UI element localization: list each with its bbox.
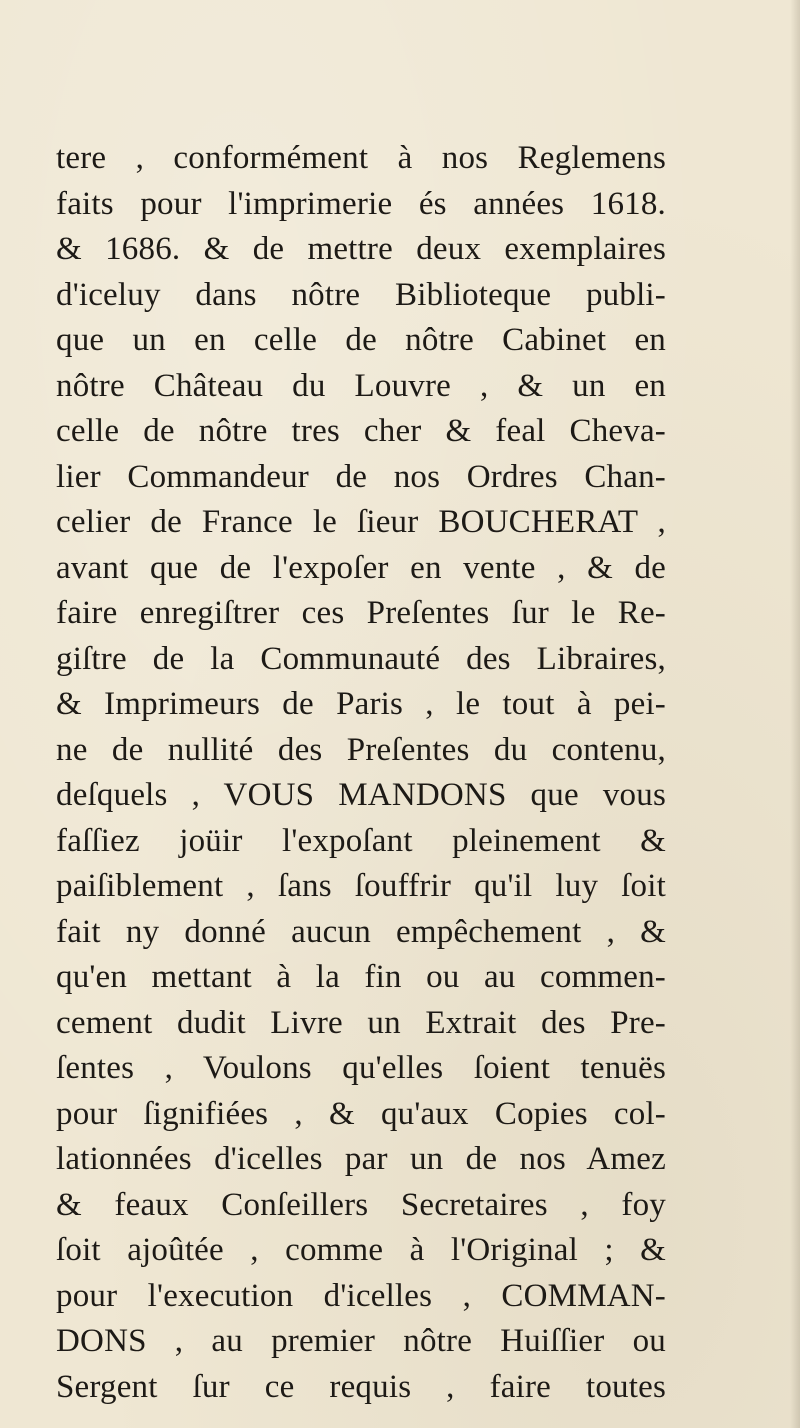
text-line: qu'en mettant à la fin ou au commen- (56, 959, 666, 995)
text-line: lier Commandeur de nos Ordres Chan- (56, 458, 666, 495)
page-edge-shadow (790, 0, 800, 1428)
text-line: ne de nullité des Preſentes du contenu, (56, 731, 666, 768)
text-line: cement dudit Livre un Extrait des Pre- (56, 1004, 666, 1041)
text-line: que un en celle de nôtre Cabinet en (56, 322, 666, 358)
text-line: celle de nôtre tres cher & feal Cheva- (56, 413, 666, 449)
text-line: celier de France le ſieur BOUCHERAT , (56, 504, 666, 540)
text-line: Sergent ſur ce requis , faire toutes (56, 1368, 666, 1405)
text-line: lationnées d'icelles par un de nos Amez (56, 1141, 666, 1177)
text-line: giſtre de la Communauté des Libraires, (56, 640, 666, 677)
text-line: d'iceluy dans nôtre Biblioteque publi- (56, 276, 666, 313)
text-line: paiſiblement , ſans ſouffrir qu'il luy ſoit (56, 868, 666, 904)
text-line: pour l'execution d'icelles , COMMAN- (56, 1277, 666, 1314)
text-line: pour ſignifiées , & qu'aux Copies col- (56, 1095, 666, 1132)
text-line: faire enregiſtrer ces Preſentes ſur le Re- (56, 595, 666, 631)
text-line: deſquels , VOUS MANDONS que vous (56, 777, 666, 813)
text-line: DONS , au premier nôtre Huiſſier ou (56, 1323, 666, 1359)
text-line: faſſiez joüir l'expoſant pleinement & (56, 822, 666, 859)
text-line: & feaux Conſeillers Secretaires , foy (56, 1186, 666, 1223)
text-line: & 1686. & de mettre deux exemplaires (56, 231, 666, 267)
text-line: ſoit ajoûtée , comme à l'Original ; & (56, 1232, 666, 1268)
text-line: fait ny donné aucun empêchement , & (56, 913, 666, 950)
text-line: nôtre Château du Louvre , & un en (56, 367, 666, 404)
page-text-block (56, 136, 666, 1410)
text-line: ſentes , Voulons qu'elles ſoient tenuës (56, 1050, 666, 1086)
text-line: & Imprimeurs de Paris , le tout à pei- (56, 686, 666, 722)
text-line: faits pour l'imprimerie és années 1618. (56, 185, 666, 222)
text-line: avant que de l'expoſer en vente , & de (56, 549, 666, 586)
text-line: tere , conformément à nos Reglemens (56, 140, 666, 176)
